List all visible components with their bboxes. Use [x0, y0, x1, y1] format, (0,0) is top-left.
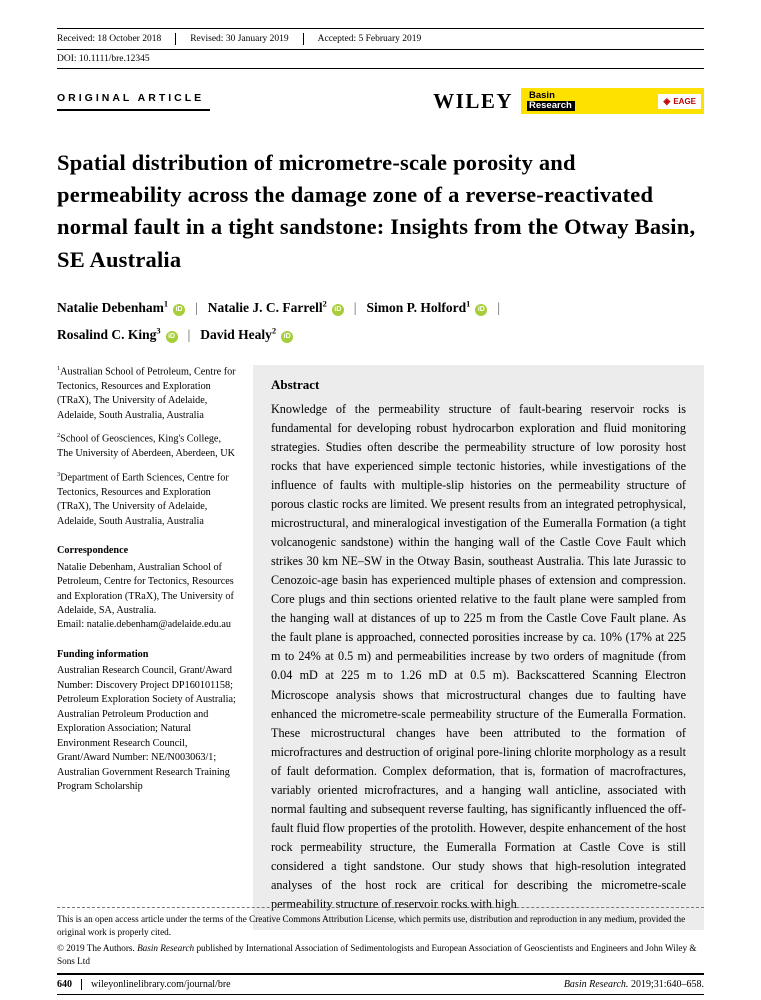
author — [200, 327, 293, 342]
affiliation-text: Department of Earth Sciences, Centre for Tectonics, Resources and Exploration (TRaX), The University of Adelaide, Adelaide, South Australia, Australia — [57, 472, 229, 527]
accepted-date: Accepted: 5 February 2019 — [317, 34, 422, 44]
abstract-heading: Abstract — [271, 377, 320, 393]
basin-research-logo-strip — [521, 88, 704, 114]
author — [208, 300, 344, 315]
email-label: Email: — [57, 619, 87, 631]
affiliation-sup: 3 — [57, 470, 61, 478]
author-name: Simon P. Holford — [366, 299, 467, 315]
publisher-logos — [433, 88, 704, 114]
journal-logo-basin: Basin — [529, 89, 555, 101]
wiley-logo: WILEY — [433, 88, 513, 113]
copyright-note — [57, 942, 704, 967]
author — [367, 300, 488, 315]
funding-text: Australian Research Council, Grant/Award Number: Discovery Project DP160101158; Petroleum Exploration Society of Australia; Australian Petroleum Production and Exploration Association; Natural Environment Research Council, Grant/Award Number: NE/N003063/1; Australian Government Research Training Program Scholarship — [57, 665, 236, 793]
authors-line-1 — [57, 294, 704, 322]
orcid-icon[interactable]: iD — [166, 331, 178, 343]
divider — [175, 33, 176, 45]
citation-rest: 2019;31:640–658. — [628, 979, 704, 990]
author-name: Rosalind C. King — [57, 327, 157, 343]
author-name: David Healy — [200, 327, 272, 343]
side-info-column — [57, 365, 253, 930]
author — [57, 327, 178, 342]
correspondence-email-line — [57, 618, 237, 632]
abstract-text: Knowledge of the permeability structure of fault-bearing reservoir rocks is fundamental for developing robust hydrocarbon exploration and fluid monitoring strategies. Studies often describe the permeability structure of low porosity host rocks that have experienced simple tectonic histories, while investigations of the influence of faults with multiple-slip histories on the permeability structure of porous clastic rocks are limited. We present results from an integrated petrophysical, microstructural, and mineralogical investigation of the Eumeralla Formation (a tight volcanogenic sandstone) within the hanging wall of the Castle Cove Fault which strikes 30 km NE–SW in the Otway Basin, southeast Australia. This late Jurassic to Cenozoic-age basin has experienced multiple phases of extension and compression. Core plugs and thin sections oriented relative to the fault plane were sampled from the hanging wall at distances of up to 225 m from the Castle Cove Fault plane. As the fault plane is approached, connected porosities increase by ca. 10% (17% at 225 m to 24% at 0.5 m) and permeabilities increase by two orders of magnitude (from 0.04 mD at 225 m to 1.26 mD at 0.5 m). Backscattered Scanning Electron Microscope analysis shows that microstructural changes due to faulting have enhanced the micrometre-scale permeability structure of the Eumeralla Formation. These microstructural changes have been attributed to the formation of microfractures and destruction of original pore-lining chlorite morphology as a result of fault deformation. Complex deformation, that is, formation of macrofractures, variably oriented microfractures, and a hanging wall anticline, associated with normal faulting and subsequent reverse faulting, has significantly influenced the off-fault fluid flow properties of the protolith. However, despite enhancement of the host rock permeability structure, the Eumeralla Formation at Castle Cove is still considered a tight sandstone. Our study shows that high-resolution integrated analyses of the host rock are critical for describing the micrometre-scale permeability structure of reservoir rocks with high — [271, 402, 686, 911]
dates-row — [57, 28, 704, 50]
copyright-journal-name: Basin Research — [137, 943, 195, 954]
orcid-icon[interactable]: iD — [475, 304, 487, 316]
author-separator: | — [497, 299, 501, 315]
author-separator: | — [187, 327, 191, 343]
affiliation-sup: 2 — [57, 432, 61, 440]
affiliation — [57, 471, 237, 529]
divider — [303, 33, 304, 45]
author-affil-sup: 1 — [466, 299, 471, 309]
author-name: Natalie J. C. Farrell — [207, 299, 323, 315]
journal-logo-research: Research — [527, 101, 575, 112]
body-columns — [57, 365, 704, 930]
abstract-box — [253, 365, 704, 930]
affiliation-text: School of Geosciences, King's College, The University of Aberdeen, Aberdeen, UK — [57, 433, 235, 460]
divider — [81, 979, 82, 990]
author-affil-sup: 3 — [156, 326, 161, 336]
orcid-icon[interactable]: iD — [281, 331, 293, 343]
revised-date: Revised: 30 January 2019 — [190, 34, 289, 44]
orcid-icon[interactable]: iD — [332, 304, 344, 316]
article-title: Spatial distribution of micrometre-scale porosity and permeability across the damage zone of a reverse-reactivated normal fault in a tight sandstone: Insights from the Otway Basin, SE Australia — [57, 150, 696, 272]
open-access-note: This is an open access article under the terms of the Creative Commons Attribution License, which permits use, distribution and reproduction in any medium, provided the original work is properly cited. — [57, 907, 704, 938]
basin-research-logo — [527, 91, 575, 112]
authors-line-2 — [57, 321, 704, 349]
citation-journal-name: Basin Research. — [563, 979, 629, 990]
eage-logo — [658, 94, 701, 109]
author-affil-sup: 2 — [271, 326, 277, 336]
author — [57, 300, 185, 315]
footer-left — [57, 979, 231, 990]
footer-citation — [564, 979, 704, 990]
page-footer-block — [57, 907, 704, 995]
affiliation — [57, 365, 237, 423]
article-header — [57, 83, 704, 119]
correspondence-text: Natalie Debenham, Australian School of Petroleum, Centre for Tectonics, Resources and Exploration (TRaX), The University of Adelaide, SA, Australia. — [57, 561, 234, 616]
eage-label: EAGE — [673, 96, 696, 106]
footer-bar — [57, 973, 704, 995]
doi-row — [57, 50, 704, 69]
copyright-prefix: © 2019 The Authors. — [57, 943, 138, 954]
article-type-label: ORIGINAL ARTICLE — [57, 92, 210, 111]
author-affil-sup: 2 — [322, 299, 327, 309]
correspondence-heading: Correspondence — [57, 545, 129, 557]
doi: DOI: 10.1111/bre.12345 — [57, 54, 150, 64]
received-date: Received: 18 October 2018 — [57, 34, 162, 44]
author-name: Natalie Debenham — [57, 299, 164, 315]
copyright-suffix: published by International Association of Sedimentologists and European Association of Geoscientists and Engineers and John Wiley & Sons Ltd — [57, 943, 697, 966]
author-affil-sup: 1 — [163, 299, 169, 309]
email-link[interactable]: natalie.debenham@adelaide.edu.au — [86, 619, 232, 631]
authors-block — [57, 294, 704, 349]
affiliation-text: Australian School of Petroleum, Centre for Tectonics, Resources and Exploration (TRaX), The University of Adelaide, Adelaide, South Australia, Australia — [57, 366, 236, 421]
author-separator: | — [195, 299, 198, 315]
eage-icon: ◈ — [663, 95, 671, 106]
affiliation-sup: 1 — [57, 365, 61, 373]
orcid-icon[interactable]: iD — [173, 304, 185, 316]
journal-url-link[interactable]: wileyonlinelibrary.com/journal/bre — [91, 979, 231, 990]
funding-heading: Funding information — [57, 648, 149, 660]
page-number: 640 — [57, 979, 72, 990]
author-separator: | — [353, 299, 357, 315]
affiliation — [57, 432, 237, 461]
